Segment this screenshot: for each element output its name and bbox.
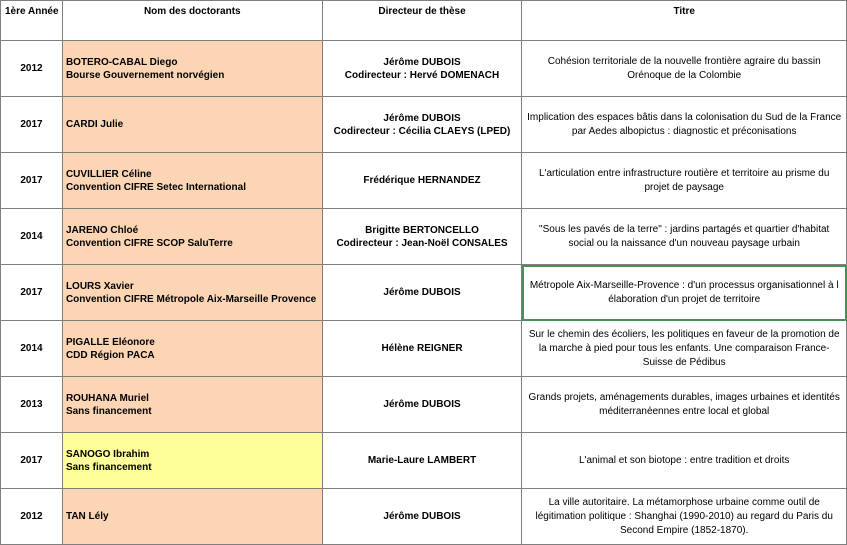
director-name: Jérôme DUBOIS: [383, 112, 461, 124]
funding: CDD Région PACA: [65, 349, 155, 361]
student-name: JARENO Chloé: [65, 224, 139, 236]
table-row: [1, 489, 847, 545]
table-row: [1, 433, 847, 489]
codirector-name: Codirecteur : Jean-Noël CONSALES: [336, 237, 508, 249]
header-title[interactable]: Titre: [522, 1, 847, 41]
year-cell[interactable]: 2017: [1, 433, 63, 489]
table-row: [1, 209, 847, 265]
name-cell[interactable]: [62, 433, 322, 489]
name-cell[interactable]: [62, 265, 322, 321]
header-row: [1, 1, 847, 41]
director-cell[interactable]: [322, 489, 522, 545]
name-cell[interactable]: [62, 41, 322, 97]
student-name: PIGALLE Eléonore: [65, 336, 155, 348]
director-name: Brigitte BERTONCELLO: [365, 224, 479, 236]
director-cell[interactable]: [322, 433, 522, 489]
table-row: [1, 41, 847, 97]
title-cell[interactable]: L'articulation entre infrastructure routière et territoire au prisme du projet de paysage: [522, 153, 847, 209]
funding: Bourse Gouvernement norvégien: [65, 69, 225, 81]
student-name: BOTERO-CABAL Diego: [65, 56, 178, 68]
director-cell[interactable]: [322, 265, 522, 321]
title-cell[interactable]: Cohésion territoriale de la nouvelle frontière agraire du bassin Orénoque de la Colombie: [522, 41, 847, 97]
student-name: SANOGO Ibrahim: [65, 448, 150, 460]
student-name: CARDI Julie: [65, 119, 124, 130]
director-name: Jérôme DUBOIS: [383, 56, 461, 68]
title-cell[interactable]: L'animal et son biotope : entre tradition et droits: [522, 433, 847, 489]
name-cell[interactable]: [62, 489, 322, 545]
codirector-name: Codirecteur : Hervé DOMENACH: [344, 69, 500, 81]
table-row: [1, 321, 847, 377]
header-director[interactable]: Directeur de thèse: [322, 1, 522, 41]
name-cell[interactable]: [62, 153, 322, 209]
header-year[interactable]: 1ère Année: [1, 1, 63, 41]
funding: Convention CIFRE SCOP SaluTerre: [65, 237, 233, 249]
table-row: [1, 153, 847, 209]
director-name: Marie-Laure LAMBERT: [367, 455, 477, 466]
title-cell[interactable]: Sur le chemin des écoliers, les politiques en faveur de la promotion de la marche à pied pour tous les enfants. Une comparaison France-Suisse de Pédibus: [522, 321, 847, 377]
title-cell[interactable]: La ville autoritaire. La métamorphose urbaine comme outil de légitimation politique : Shanghai (1990-2010) au regard du Paris du Second Empire (1852-1870).: [522, 489, 847, 545]
student-name: TAN Lély: [65, 511, 109, 522]
table-row: [1, 97, 847, 153]
name-cell[interactable]: [62, 97, 322, 153]
year-cell[interactable]: 2014: [1, 321, 63, 377]
student-name: CUVILLIER Céline: [65, 168, 152, 180]
director-name: Frédérique HERNANDEZ: [363, 175, 481, 186]
director-name: Jérôme DUBOIS: [383, 511, 461, 522]
director-cell[interactable]: [322, 41, 522, 97]
codirector-name: Codirecteur : Cécilia CLAEYS (LPED): [333, 125, 511, 137]
table-row: [1, 377, 847, 433]
name-cell[interactable]: [62, 377, 322, 433]
year-cell[interactable]: 2017: [1, 153, 63, 209]
title-cell[interactable]: "Sous les pavés de la terre" : jardins partagés et quartier d'habitat social ou la naissance d'un nouveau paysage urbain: [522, 209, 847, 265]
director-cell[interactable]: [322, 377, 522, 433]
name-cell[interactable]: [62, 321, 322, 377]
funding: Convention CIFRE Setec International: [65, 181, 246, 193]
title-cell[interactable]: Grands projets, aménagements durables, images urbaines et identités méditerranéennes entre local et global: [522, 377, 847, 433]
name-cell[interactable]: [62, 209, 322, 265]
funding: Sans financement: [65, 405, 152, 417]
director-name: Jérôme DUBOIS: [383, 399, 461, 410]
funding: Convention CIFRE Métropole Aix-Marseille Provence: [65, 293, 317, 305]
year-cell[interactable]: 2017: [1, 97, 63, 153]
title-cell[interactable]: Implication des espaces bâtis dans la colonisation du Sud de la France par Aedes albopictus : diagnostic et préconisations: [522, 97, 847, 153]
director-name: Jérôme DUBOIS: [383, 287, 461, 298]
director-cell[interactable]: [322, 209, 522, 265]
table-row: [1, 265, 847, 321]
director-cell[interactable]: [322, 153, 522, 209]
director-cell[interactable]: [322, 321, 522, 377]
student-name: LOURS Xavier: [65, 280, 134, 292]
funding: Sans financement: [65, 461, 152, 473]
director-cell[interactable]: [322, 97, 522, 153]
year-cell[interactable]: 2013: [1, 377, 63, 433]
year-cell[interactable]: 2017: [1, 265, 63, 321]
year-cell[interactable]: 2012: [1, 489, 63, 545]
header-name[interactable]: Nom des doctorants: [62, 1, 322, 41]
title-cell-selected[interactable]: Métropole Aix-Marseille-Provence : d'un processus organisationnel à l élaboration d'un projet de territoire: [522, 265, 847, 321]
year-cell[interactable]: 2014: [1, 209, 63, 265]
year-cell[interactable]: 2012: [1, 41, 63, 97]
director-name: Hélène REIGNER: [381, 343, 463, 354]
student-name: ROUHANA Muriel: [65, 392, 149, 404]
